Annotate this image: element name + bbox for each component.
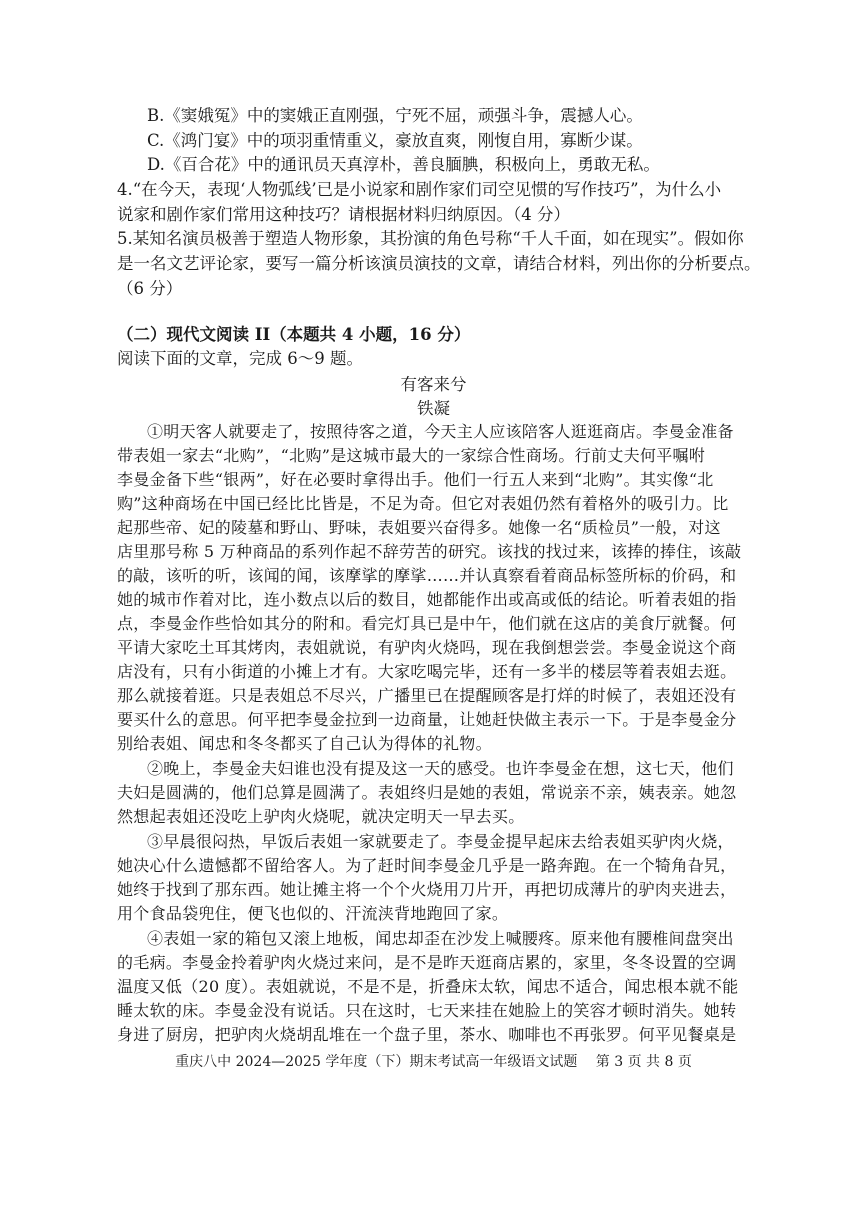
section-instruction: 阅读下面的文章，完成 6～9 题。	[117, 349, 363, 368]
paragraph-1-line: 别给表姐、闻忠和冬冬都买了自己认为得体的礼物。	[117, 734, 492, 753]
paragraph-2-line: 然想起表姐还没吃上驴肉火烧呢，就决定明天一早去买。	[117, 807, 525, 826]
paragraph-1-line: 店里那号称 5 万种商品的系列作起不辞劳苦的研究。该找的找过来，该捧的捧住，该敲	[117, 542, 742, 561]
paragraph-3-line: 用个食品袋兜住，便飞也似的、汗流浃背地跑回了家。	[117, 904, 509, 923]
paragraph-2-line: 夫妇是圆满的，他们总算是圆满了。表姐终归是她的表姐，常说亲不亲，姨表亲。她忽	[117, 783, 737, 802]
paragraph-1-line: 点，李曼金作些恰如其分的附和。看完灯具已是中午，他们就在这店的美食厅就餐。何	[117, 614, 737, 633]
paragraph-1-line: 店没有，只有小街道的小摊上才有。大家吃喝完毕，还有一多半的楼层等着表姐去逛。	[117, 662, 737, 681]
paragraph-4-line: 睡太软的床。李曼金没有说话。只在这时，七天来挂在她脸上的笑容才顿时消失。她转	[117, 1001, 737, 1020]
paragraph-1-line: 起那些帝、妃的陵墓和野山、野味，表姐要兴奋得多。她像一名“质检员”一般，对这	[117, 518, 721, 537]
paragraph-1-line: 的敲，该听的听，该闻的闻，该摩挲的摩挲……并认真察看着商品标签所标的价码，和	[117, 566, 737, 585]
paragraph-1-line: ①明天客人就要走了，按照待客之道，今天主人应该陪客人逛逛商店。李曼金准备	[147, 422, 734, 441]
paragraph-1-line: 要买什么的意思。何平把李曼金拉到一边商量，让她赶快做主表示一下。于是李曼金分	[117, 710, 737, 729]
question-5-line-3: （6 分）	[117, 279, 183, 298]
paragraph-3-line: 她终于找到了那东西。她让摊主将一个个火烧用刀片开，再把切成薄片的驴肉夹进去，	[117, 880, 737, 899]
paragraph-4-line: ④表姐一家的箱包又滚上地板，闻忠却歪在沙发上喊腰疼。原来他有腰椎间盘突出	[147, 929, 734, 948]
paragraph-2-line: ②晚上，李曼金夫妇谁也没有提及这一天的感受。也许李曼金在想，这七天，他们	[147, 759, 734, 778]
paragraph-4-line: 身进了厨房，把驴肉火烧胡乱堆在一个盘子里，茶水、咖啡也不再张罗。何平见餐桌是	[117, 1025, 737, 1044]
page-footer: 重庆八中 2024—2025 学年度（下）期末考试高一年级语文试题 第 3 页 共 8 页	[175, 1054, 692, 1070]
paragraph-4-line: 的毛病。李曼金拎着驴肉火烧过来问，是不是昨天逛商店累的，家里，冬冬设置的空调	[117, 953, 737, 972]
paragraph-1-line: 平请大家吃土耳其烤肉，表姐就说，有驴肉火烧吗，现在我倒想尝尝。李曼金说这个商	[117, 638, 737, 657]
question-5-line-1: 5.某知名演员极善于塑造人物形象，其扮演的角色号称“千人千面，如在现实”。假如你	[117, 229, 744, 248]
paragraph-4-line: 温度又低（20 度）。表姐就说，不是不是，折叠床太软，闻忠不适合，闻忠根本就不能	[117, 977, 739, 996]
question-4-line-1: 4.“在今天，表现‘人物弧线’已是小说家和剧作家们司空见惯的写作技巧”，为什么小	[117, 180, 722, 199]
paragraph-3-line: ③早晨很闷热，早饭后表姐一家就要走了。李曼金提早起床去给表姐买驴肉火烧，	[147, 832, 734, 851]
question-4-line-2: 说家和剧作家们常用这种技巧？请根据材料归纳原因。（4 分）	[117, 205, 570, 224]
option-c: C.《鸿门宴》中的项羽重情重义，豪放直爽，刚愎自用，寡断少谋。	[147, 131, 643, 150]
paragraph-1-line: 带表姐一家去“北购”，“北购”是这城市最大的一家综合性商场。行前丈夫何平嘱咐	[117, 446, 706, 465]
paragraph-1-line: 李曼金备下些“银两”，好在必要时拿得出手。他们一行五人来到“北购”。其实像“北	[117, 470, 714, 489]
paragraph-3-line: 她决心什么遗憾都不留给客人。为了赶时间李曼金几乎是一路奔跑。在一个犄角旮旯，	[117, 856, 737, 875]
section-heading: （二）现代文阅读 II（本题共 4 小题，16 分）	[117, 325, 471, 344]
question-5-line-2: 是一名文艺评论家，要写一篇分析该演员演技的文章，请结合材料，列出你的分析要点。	[117, 254, 761, 273]
paragraph-1-line: 那么就接着逛。只是表姐总不尽兴，广播里已在提醒顾客是打烊的时候了，表姐还没有	[117, 686, 737, 705]
option-d: D.《百合花》中的通讯员天真淳朴，善良腼腆，积极向上，勇敢无私。	[147, 155, 660, 174]
article-author: 铁凝	[417, 399, 450, 418]
option-b: B.《窦娥冤》中的窦娥正直刚强，宁死不屈，顽强斗争，震撼人心。	[147, 106, 643, 125]
paragraph-1-line: 购”这种商场在中国已经比比皆是，不足为奇。但它对表姐仍然有着格外的吸引力。比	[117, 494, 729, 513]
article-title: 有客来兮	[400, 375, 467, 394]
paragraph-1-line: 她的城市作着对比，连小数点以后的数目，她都能作出或高或低的结论。听着表姐的指	[117, 590, 737, 609]
